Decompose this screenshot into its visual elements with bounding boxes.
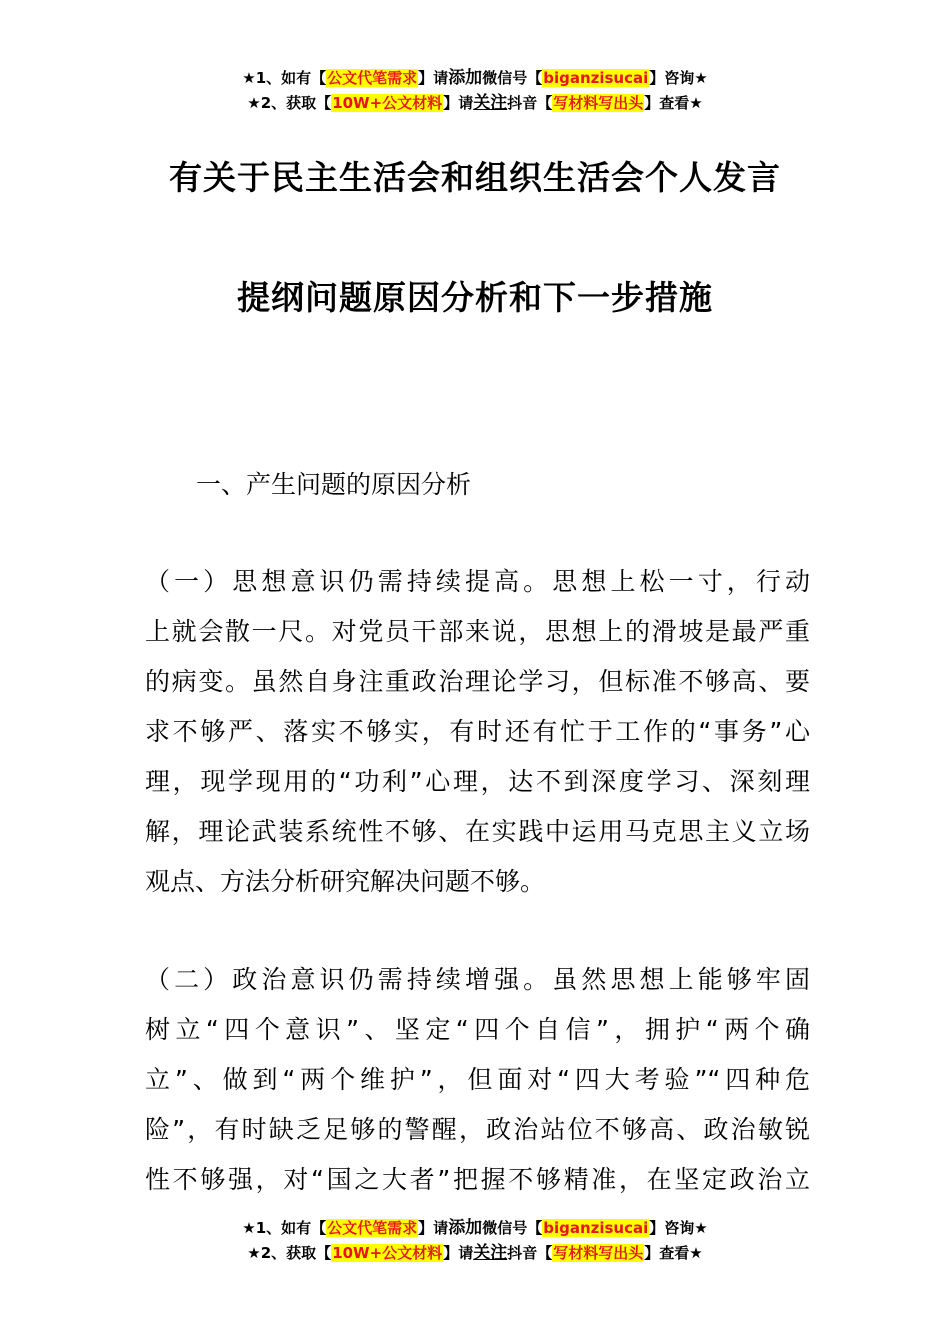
paragraph-line: 上就会散一尺。对党员干部来说，思想上的滑坡是最严重 <box>145 617 810 646</box>
promo-highlight: 公文代笔需求 <box>327 1219 418 1237</box>
promo-text: 抖音【 <box>507 94 553 112</box>
promo-highlight: 公文代笔需求 <box>327 69 418 87</box>
promo-emphasis: 关注 <box>473 93 508 113</box>
paragraph-line: 树立“四个意识”、坚定“四个自信”，拥护“两个确 <box>145 1015 810 1044</box>
promo-highlight: biganzisucai <box>543 1219 649 1237</box>
paragraph-line: 性不够强，对“国之大者”把握不够精准，在坚定政治立 <box>145 1165 810 1194</box>
promo-text: 】咨询★ <box>649 69 708 87</box>
promo-text: 】咨询★ <box>649 1219 708 1237</box>
promo-text: ★1、如有【 <box>242 69 327 87</box>
promo-text: 】查看★ <box>644 1244 703 1262</box>
promo-text: 】请 <box>418 69 449 87</box>
paragraph-line: （一）思想意识仍需持续提高。思想上松一寸，行动 <box>145 567 810 596</box>
promo-text: 】请 <box>418 1219 449 1237</box>
paragraph-1 <box>145 557 810 907</box>
promo-text: 微信号【 <box>482 1219 543 1237</box>
paragraph-line: 解，理论武装系统性不够、在实践中运用马克思主义立场 <box>145 817 810 846</box>
promo-text: 】查看★ <box>644 94 703 112</box>
promo-highlight: 10W+公文材料 <box>332 94 443 112</box>
promo-emphasis: 关注 <box>473 1243 508 1263</box>
promo-emphasis: 添加 <box>448 68 483 88</box>
promo-line-1 <box>0 1216 950 1241</box>
promo-highlight: biganzisucai <box>543 69 649 87</box>
promo-text: 】请 <box>443 94 474 112</box>
promo-line-2 <box>0 91 950 116</box>
promo-text: ★2、获取【 <box>247 1244 332 1262</box>
document-title-line-1: 有关于民主生活会和组织生活会个人发言 <box>169 158 781 197</box>
paragraph-line: 立”、做到“两个维护”，但面对“四大考验”“四种危 <box>145 1065 810 1094</box>
paragraph-line: 险”，有时缺乏足够的警醒，政治站位不够高、政治敏锐 <box>145 1115 810 1144</box>
paragraph-line: 理，现学现用的“功利”心理，达不到深度学习、深刻理 <box>145 767 810 796</box>
promo-text: 抖音【 <box>507 1244 553 1262</box>
paragraph-line: （二）政治意识仍需持续增强。虽然思想上能够牢固 <box>145 965 810 994</box>
promo-text: ★2、获取【 <box>247 94 332 112</box>
promo-text: ★1、如有【 <box>242 1219 327 1237</box>
paragraph-line: 的病变。虽然自身注重政治理论学习，但标准不够高、要 <box>145 667 810 696</box>
promo-line-1 <box>0 66 950 91</box>
paragraph-line: 求不够严、落实不够实，有时还有忙于工作的“事务”心 <box>145 717 810 746</box>
promo-line-2 <box>0 1241 950 1266</box>
paragraph-line: 观点、方法分析研究解决问题不够。 <box>145 867 546 896</box>
document-title-line-2: 提纲问题原因分析和下一步措施 <box>237 278 713 317</box>
promo-highlight: 10W+公文材料 <box>332 1244 443 1262</box>
promo-highlight: 写材料写出头 <box>553 1244 644 1262</box>
promo-emphasis: 添加 <box>448 1218 483 1238</box>
promo-text: 】请 <box>443 1244 474 1262</box>
promo-text: 微信号【 <box>482 69 543 87</box>
promo-banner-bottom <box>0 1216 950 1266</box>
promo-highlight: 写材料写出头 <box>553 94 644 112</box>
promo-banner-top <box>0 66 950 116</box>
section-heading: 一、产生问题的原因分析 <box>196 470 472 499</box>
paragraph-2 <box>145 955 810 1205</box>
